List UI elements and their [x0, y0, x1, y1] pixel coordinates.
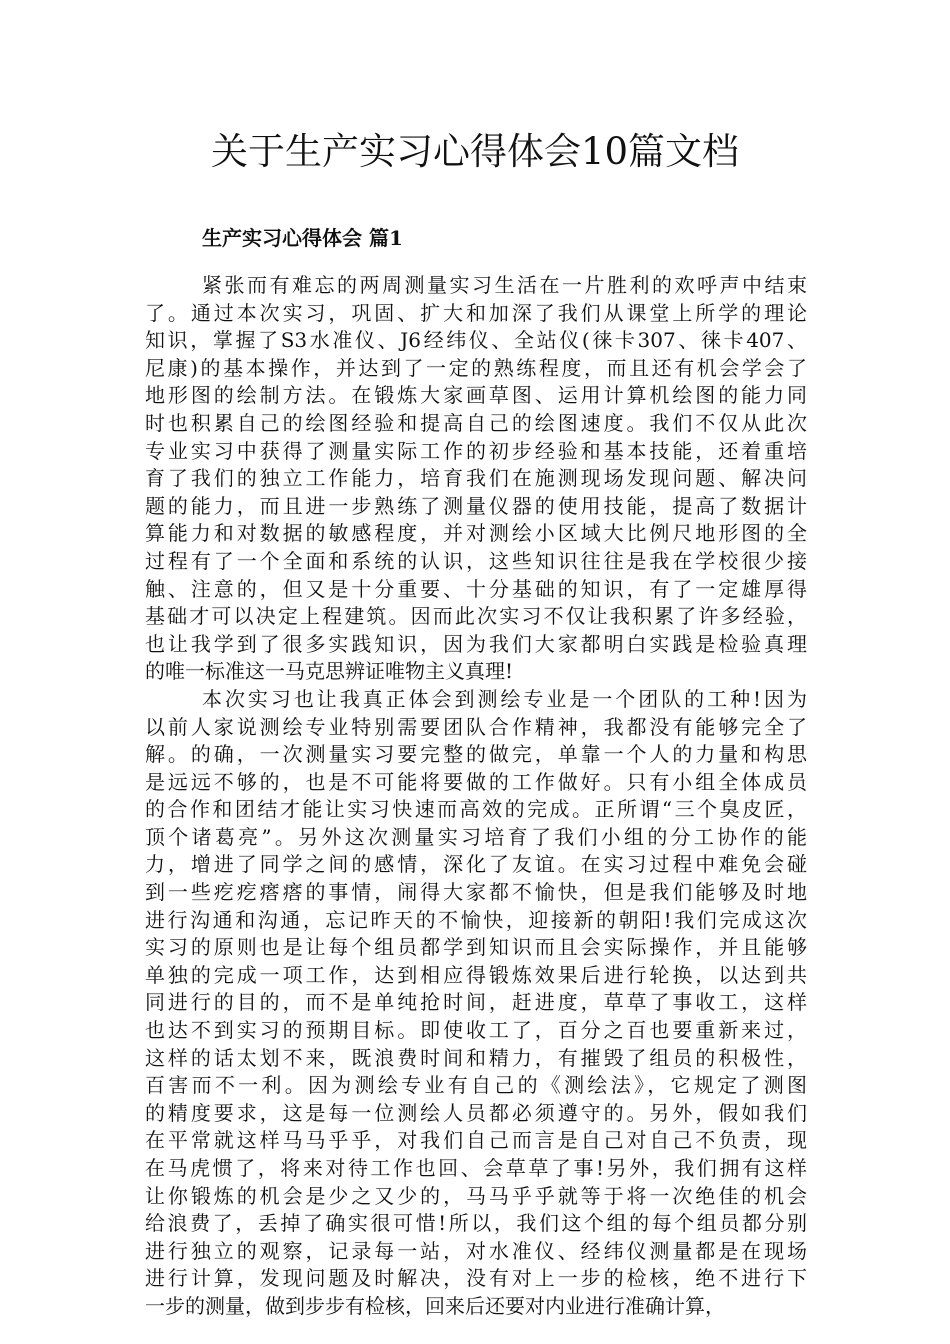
paragraph-line: 一步的测量，做到步步有检核，回来后还要对内业进行准确计算， — [145, 1293, 725, 1318]
paragraph-line: 过程有了一个全面和系统的认识，这些知识往往是我在学校很少接 — [145, 548, 807, 573]
paragraph-line: 力，增进了同学之间的感情，深化了友谊。在实习过程中难免会碰 — [145, 852, 807, 877]
paragraph-line: 单独的完成一项工作，达到相应得锻炼效果后进行轮换，以达到共 — [145, 962, 807, 987]
paragraph-line: 知识，掌握了S3水准仪、J6经纬仪、全站仪(徕卡307、徕卡407、 — [145, 328, 807, 353]
paragraph-line: 进行计算，发现问题及时解决，没有对上一步的检核，绝不进行下 — [145, 1266, 807, 1291]
paragraph-line: 的唯一标准这一马克思辨证唯物主义真理! — [145, 659, 514, 684]
paragraph-line: 百害而不一利。因为测绘专业有自己的《测绘法》，它规定了测图 — [145, 1073, 807, 1098]
paragraph-line: 顶个诸葛亮”。另外这次测量实习培育了我们小组的分工协作的能 — [145, 824, 807, 849]
paragraph-line: 专业实习中获得了测量实际工作的初步经验和基本技能，还着重培 — [145, 438, 807, 463]
paragraph-line: 解。的确，一次测量实习要完整的做完，单靠一个人的力量和构思 — [145, 742, 807, 767]
paragraph-line: 也让我学到了很多实践知识，因为我们大家都明白实践是检验真理 — [145, 631, 807, 656]
paragraph-line: 本次实习也让我真正体会到测绘专业是一个团队的工种!因为 — [202, 686, 807, 711]
paragraph-line: 的合作和团结才能让实习快速而高效的完成。正所谓“三个臭皮匠， — [145, 797, 807, 822]
paragraph-line: 的精度要求，这是每一位测绘人员都必须遵守的。另外，假如我们 — [145, 1100, 807, 1125]
paragraph-line: 进行沟通和沟通，忘记昨天的不愉快，迎接新的朝阳!我们完成这次 — [145, 907, 807, 932]
paragraph-line: 地形图的绘制方法。在锻炼大家画草图、运用计算机绘图的能力同 — [145, 383, 807, 408]
paragraph-line: 也达不到实习的预期目标。即使收工了，百分之百也要重新来过， — [145, 1018, 807, 1043]
document-title: 关于生产实习心得体会10篇文档 — [210, 130, 740, 173]
paragraph-line: 在马虎惯了，将来对待工作也回、会草草了事!另外，我们拥有这样 — [145, 1156, 807, 1180]
paragraph-line: 触、注意的，但又是十分重要、十分基础的知识，有了一定雄厚得 — [145, 576, 807, 601]
paragraph-line: 实习的原则也是让每个组员都学到知识而且会实际操作，并且能够 — [145, 935, 807, 960]
paragraph-line: 以前人家说测绘专业特别需要团队合作精神，我都没有能够完全了 — [145, 714, 807, 739]
paragraph-line: 在平常就这样马马乎乎，对我们自己而言是自己对自己不负责，现 — [145, 1128, 807, 1153]
paragraph — [145, 272, 807, 686]
paragraph-line: 给浪费了，丢掉了确实很可惜!所以，我们这个组的每个组员都分别 — [145, 1211, 807, 1236]
paragraph-line: 算能力和对数据的敏感程度，并对测绘小区域大比例尺地形图的全 — [145, 521, 807, 546]
paragraph-line: 让你锻炼的机会是少之又少的，马马乎乎就等于将一次绝佳的机会 — [145, 1183, 807, 1208]
paragraph-line: 时也积累自己的绘图经验和提高自己的绘图速度。我们不仅从此次 — [145, 410, 807, 435]
paragraph-line: 育了我们的独立工作能力，培育我们在施测现场发现问题、解决问 — [145, 466, 807, 491]
body-text — [145, 272, 807, 1321]
paragraph-line: 基础才可以决定上程建筑。因而此次实习不仅让我积累了许多经验， — [145, 604, 807, 629]
paragraph — [145, 686, 807, 1321]
paragraph-line: 这样的话太划不来，既浪费时间和精力，有摧毁了组员的积极性， — [145, 1045, 807, 1070]
paragraph-line: 进行独立的观察，记录每一站，对水准仪、经纬仪测量都是在现场 — [145, 1238, 807, 1263]
paragraph-line: 了。通过本次实习，巩固、扩大和加深了我们从课堂上所学的理论 — [145, 300, 807, 325]
paragraph-line: 到一些疙疙瘩瘩的事情，闹得大家都不愉快，但是我们能够及时地 — [145, 880, 807, 905]
paragraph-line: 题的能力，而且进一步熟练了测量仪器的使用技能，提高了数据计 — [145, 493, 807, 518]
paragraph-line: 紧张而有难忘的两周测量实习生活在一片胜利的欢呼声中结束 — [202, 273, 807, 297]
section-heading: 生产实习心得体会 篇1 — [202, 226, 403, 250]
paragraph-line: 尼康)的基本操作，并达到了一定的熟练程度，而且还有机会学会了 — [145, 355, 807, 380]
paragraph-line: 同进行的目的，而不是单纯抢时间，赶进度，草草了事收工，这样 — [145, 990, 807, 1015]
paragraph-line: 是远远不够的，也是不可能将要做的工作做好。只有小组全体成员 — [145, 769, 807, 794]
